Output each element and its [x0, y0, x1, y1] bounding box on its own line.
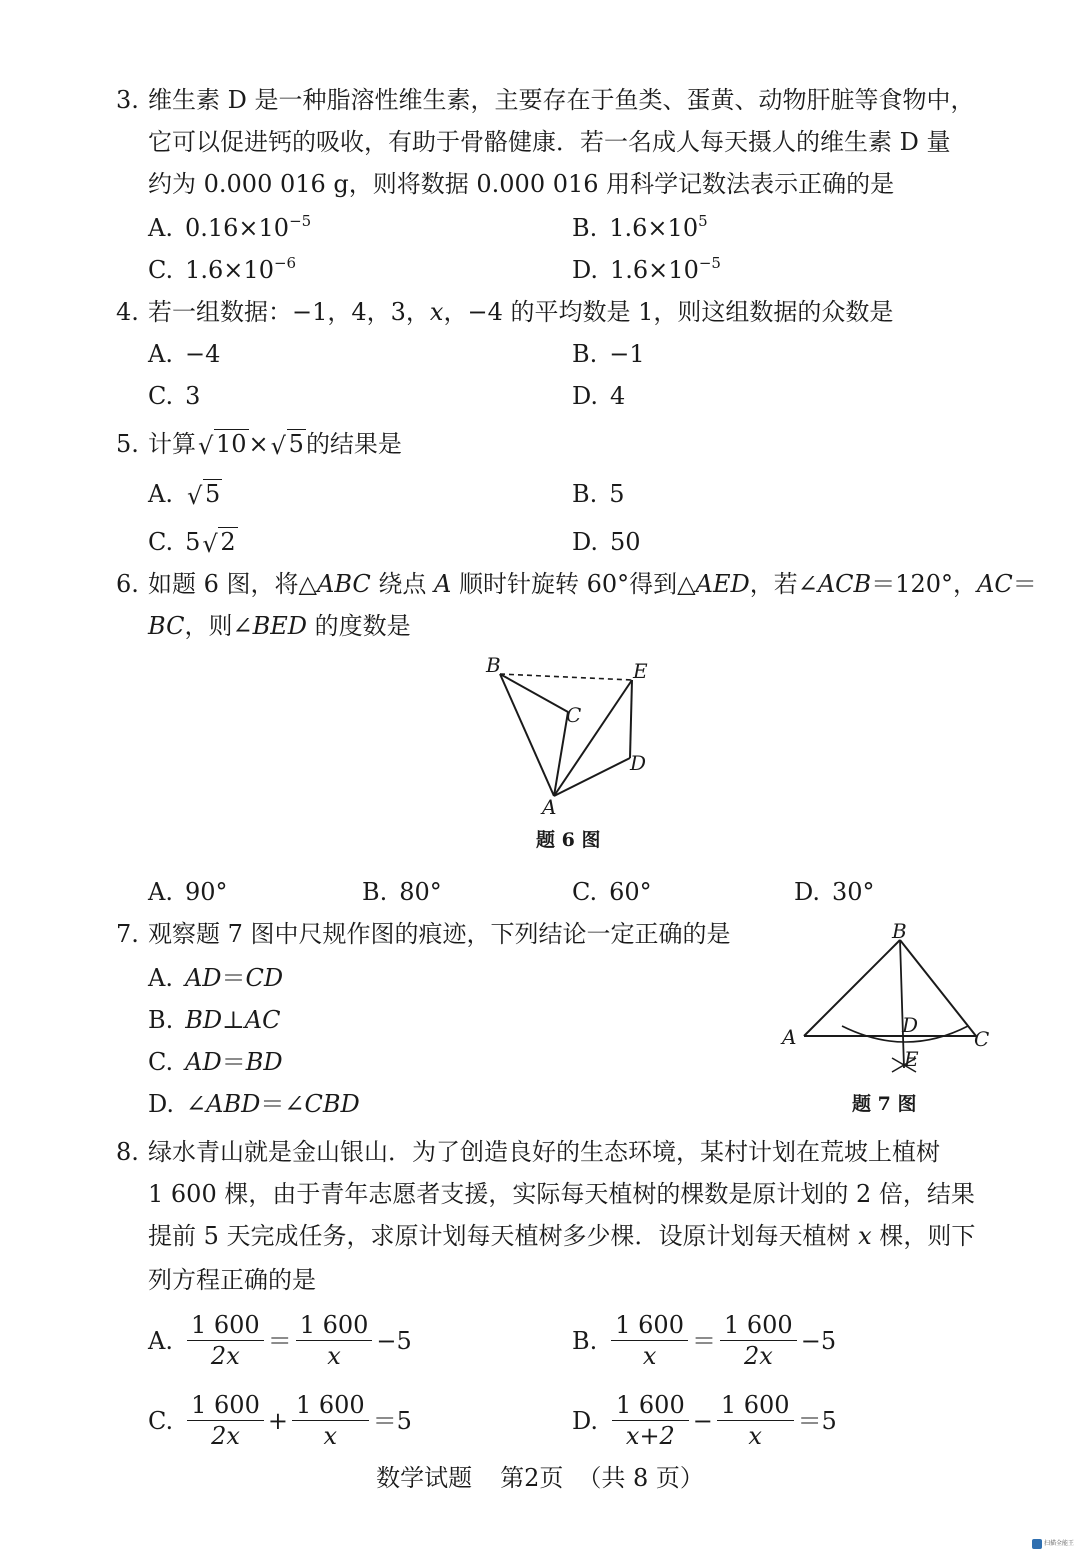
q5-radical-1 [198, 428, 249, 460]
option-label: B. [572, 1326, 598, 1355]
scanner-watermark [1032, 1534, 1076, 1554]
var: x [858, 1222, 872, 1250]
q8-option-d[interactable] [572, 1390, 839, 1451]
var: AC [977, 570, 1013, 598]
option-label: C. [148, 1406, 174, 1435]
denominator: x+2 [625, 1422, 675, 1450]
option-left: AD [184, 964, 222, 992]
q6-figure [470, 648, 670, 828]
q7-figure [776, 920, 996, 1080]
option-label: C. [148, 1048, 174, 1076]
option-label: C. [148, 382, 174, 410]
q4-text-before: 若一组数据：−1，4，3， [148, 298, 430, 326]
option-label: A. [148, 1326, 173, 1355]
denominator: 2x [211, 1422, 240, 1450]
option-text: −1 [609, 340, 645, 368]
point-label-e: E [633, 659, 648, 683]
option-exponent: −5 [698, 254, 721, 272]
numerator: 1 600 [296, 1310, 373, 1341]
radicand: 5 [204, 480, 221, 508]
option-op: ＝ [221, 964, 246, 992]
point-label-c: C [566, 703, 582, 727]
numerator: 1 600 [187, 1310, 264, 1341]
q7-option-b[interactable] [148, 1004, 280, 1036]
denominator: x [323, 1422, 338, 1450]
text: ，若∠ [749, 570, 818, 598]
segment-ea [554, 680, 632, 796]
fraction [187, 1390, 264, 1451]
footer-subject: 数学试题 [376, 1464, 473, 1492]
q8-number: 8. [116, 1138, 139, 1166]
q8-line-3 [148, 1220, 975, 1252]
q3-line-1: 维生素 D 是一种脂溶性维生素，主要存在于鱼类、蛋黄、动物肝脏等食物中， [148, 86, 975, 114]
option-exponent: −5 [289, 212, 312, 230]
point-label-a: A [782, 1025, 797, 1049]
fraction [717, 1390, 794, 1451]
option-label: B. [572, 340, 598, 368]
tail: ＝5 [797, 1406, 837, 1435]
point-label-b: B [892, 920, 907, 943]
option-text: 4 [610, 382, 626, 410]
q8-option-a[interactable] [148, 1310, 414, 1371]
q5-text [148, 428, 402, 460]
point-label-b: B [486, 653, 501, 677]
q6-option-b[interactable] [362, 876, 442, 908]
operator: ＝ [691, 1326, 716, 1355]
text: 的度数是 [306, 612, 411, 640]
radical-sign: √ [270, 432, 286, 460]
segment-bc [500, 674, 568, 712]
q5-suffix: 的结果是 [305, 430, 402, 458]
page-footer [0, 1462, 1080, 1494]
q8-line-2: 1 600 棵，由于青年志愿者支援，实际每天植树的棵数是原计划的 2 倍，结果 [148, 1180, 975, 1208]
numerator: 1 600 [612, 1390, 689, 1421]
numerator: 1 600 [187, 1390, 264, 1421]
option-base: 0.16×10 [184, 214, 290, 242]
q7-option-a[interactable] [148, 962, 283, 994]
fraction [612, 1390, 689, 1451]
point-label-d: D [630, 751, 647, 775]
var: AED [695, 570, 750, 598]
option-label: A. [148, 214, 173, 242]
q7-figure-caption: 题 7 图 [852, 1093, 917, 1115]
option-text: 60° [609, 878, 652, 906]
option-op: ＝ [260, 1090, 285, 1118]
fraction [611, 1310, 688, 1371]
q3-option-c[interactable] [148, 254, 296, 286]
q5-option-b[interactable] [572, 478, 625, 510]
option-label: D. [572, 528, 599, 556]
q6-line-1 [148, 568, 1037, 600]
q3-number: 3. [116, 86, 139, 114]
option-label: D. [148, 1090, 175, 1118]
tail: −5 [800, 1326, 837, 1355]
option-radical [187, 478, 222, 510]
segment-ab [804, 940, 900, 1036]
option-op: ⊥ [222, 1006, 245, 1034]
q3-option-d[interactable] [572, 254, 721, 286]
option-label: A. [148, 878, 173, 906]
option-right: BD [245, 1048, 283, 1076]
var: BC [148, 612, 185, 640]
fraction [296, 1310, 373, 1371]
q5-number: 5. [116, 430, 139, 458]
option-text: 3 [185, 382, 201, 410]
fraction [292, 1390, 369, 1451]
option-right: CD [245, 964, 284, 992]
radicand: 10 [216, 430, 247, 458]
option-base: 1.6×10 [609, 214, 699, 242]
q6-line-2 [148, 610, 411, 642]
option-text: 50 [610, 528, 641, 556]
option-text: 90° [184, 878, 228, 906]
option-text: 5 [609, 480, 625, 508]
option-left: ABD [206, 1090, 261, 1118]
text: 如题 6 图，将△ [148, 570, 317, 598]
radical-sign: √ [186, 482, 203, 510]
q3-line-2: 它可以促进钙的吸收，有助于骨骼健康．若一名成人每天摄人的维生素 D 量 [148, 128, 951, 156]
option-label: A. [148, 480, 173, 508]
footer-total: （共 8 页） [577, 1464, 704, 1492]
q7-text: 观察题 7 图中尺规作图的痕迹，下列结论一定正确的是 [148, 920, 731, 948]
angle-sign: ∠ [284, 1090, 305, 1118]
fraction [720, 1310, 797, 1371]
scanner-watermark-text: 扫描全能王 [1044, 1540, 1075, 1547]
q6-number: 6. [116, 570, 139, 598]
angle-sign: ∠ [186, 1090, 207, 1118]
q5-option-d[interactable] [572, 526, 641, 558]
denominator: x [748, 1422, 762, 1450]
q4-option-a[interactable] [148, 338, 220, 370]
option-label: B. [572, 480, 598, 508]
denominator: x [327, 1342, 341, 1370]
option-right: CBD [304, 1090, 360, 1118]
radical-sign: √ [202, 530, 218, 558]
radicand: 2 [220, 528, 236, 556]
q3-option-a[interactable] [148, 212, 311, 244]
point-label-e: E [904, 1047, 919, 1071]
option-left: AD [185, 1048, 222, 1076]
q8-option-c[interactable] [148, 1390, 414, 1451]
q4-option-d[interactable] [572, 380, 625, 412]
tail: −5 [376, 1326, 412, 1355]
text: ＝120°， [871, 570, 977, 598]
option-base: 1.6×10 [185, 256, 274, 284]
option-text: 30° [832, 878, 875, 906]
option-exponent: 5 [698, 212, 708, 230]
q3-line-3: 约为 0.000 016 g，则将数据 0.000 016 用科学记数法表示正确的是 [148, 170, 895, 198]
segment-da [554, 758, 630, 796]
option-label: A. [148, 340, 173, 368]
fraction [187, 1310, 264, 1371]
option-text: −4 [184, 340, 221, 368]
option-op: ＝ [221, 1048, 246, 1076]
scanner-logo-icon [1032, 1539, 1042, 1549]
numerator: 1 600 [292, 1390, 369, 1421]
q4-var: x [429, 298, 444, 326]
q4-text [148, 296, 893, 328]
text: ，则∠ [184, 612, 253, 640]
q4-text-after: ，−4 的平均数是 1，则这组数据的众数是 [443, 298, 894, 326]
q4-number: 4. [116, 298, 139, 326]
q8-line-4: 列方程正确的是 [148, 1266, 316, 1294]
radicand: 5 [288, 430, 304, 458]
q6-option-d[interactable] [794, 876, 875, 908]
segment-ed [630, 680, 632, 758]
option-label: C. [148, 528, 174, 556]
numerator: 1 600 [717, 1390, 794, 1421]
option-label: C. [572, 878, 598, 906]
segment-be-dashed [500, 674, 632, 680]
operator: − [692, 1406, 713, 1435]
segment-ba [500, 674, 554, 796]
option-right: AC [244, 1006, 281, 1034]
text: ＝ [1012, 570, 1037, 598]
text: 顺时针旋转 60°得到△ [451, 570, 696, 598]
point-label-a: A [542, 795, 557, 819]
option-label: B. [362, 878, 388, 906]
option-coef: 5 [185, 528, 201, 556]
q8-option-b[interactable] [572, 1310, 838, 1371]
var: ACB [817, 570, 872, 598]
numerator: 1 600 [611, 1310, 688, 1341]
option-radical [202, 526, 237, 558]
point-label-c: C [974, 1027, 990, 1051]
q7-number: 7. [116, 920, 139, 948]
q5-option-c[interactable] [148, 526, 238, 558]
q8-line-1: 绿水青山就是金山银山．为了创造良好的生态环境，某村计划在荒坡上植树 [148, 1138, 940, 1166]
option-exponent: −6 [273, 254, 297, 272]
denominator: 2x [743, 1342, 773, 1370]
option-left: BD [185, 1006, 223, 1034]
point-label-d: D [902, 1013, 919, 1037]
option-label: D. [794, 878, 821, 906]
radical-sign: √ [198, 432, 214, 460]
q5-radical-2 [271, 428, 306, 460]
q3-option-b[interactable] [572, 212, 708, 244]
text: 提前 5 天完成任务，求原计划每天植树多少棵．设原计划每天植树 [148, 1222, 859, 1250]
text: 绕点 [370, 570, 435, 598]
numerator: 1 600 [720, 1310, 797, 1341]
operator: + [267, 1406, 288, 1435]
option-label: C. [148, 256, 174, 284]
q5-prefix: 计算 [148, 430, 196, 458]
option-text: 80° [399, 878, 442, 906]
q7-option-c[interactable] [148, 1046, 283, 1078]
option-base: 1.6×10 [610, 256, 699, 284]
var: BED [252, 612, 307, 640]
footer-page: 第2页 [500, 1464, 564, 1492]
q5-option-a[interactable] [148, 478, 222, 510]
operator: ＝ [267, 1326, 292, 1355]
var: ABC [316, 570, 371, 598]
q6-option-c[interactable] [572, 876, 652, 908]
q7-option-d[interactable] [148, 1088, 360, 1120]
var: A [434, 570, 452, 598]
q6-figure-caption: 题 6 图 [536, 829, 601, 851]
q4-option-b[interactable] [572, 338, 645, 370]
option-label: B. [148, 1006, 174, 1034]
option-label: A. [148, 964, 173, 992]
option-label: B. [572, 214, 598, 242]
tail: ＝5 [372, 1406, 412, 1435]
q6-option-a[interactable] [148, 876, 228, 908]
q5-times: × [248, 430, 269, 458]
option-label: D. [572, 256, 599, 284]
option-label: D. [572, 382, 599, 410]
text: 棵，则下 [871, 1222, 976, 1250]
denominator: x [642, 1342, 657, 1370]
denominator: 2x [210, 1342, 240, 1370]
option-label: D. [572, 1406, 599, 1435]
q4-option-c[interactable] [148, 380, 200, 412]
